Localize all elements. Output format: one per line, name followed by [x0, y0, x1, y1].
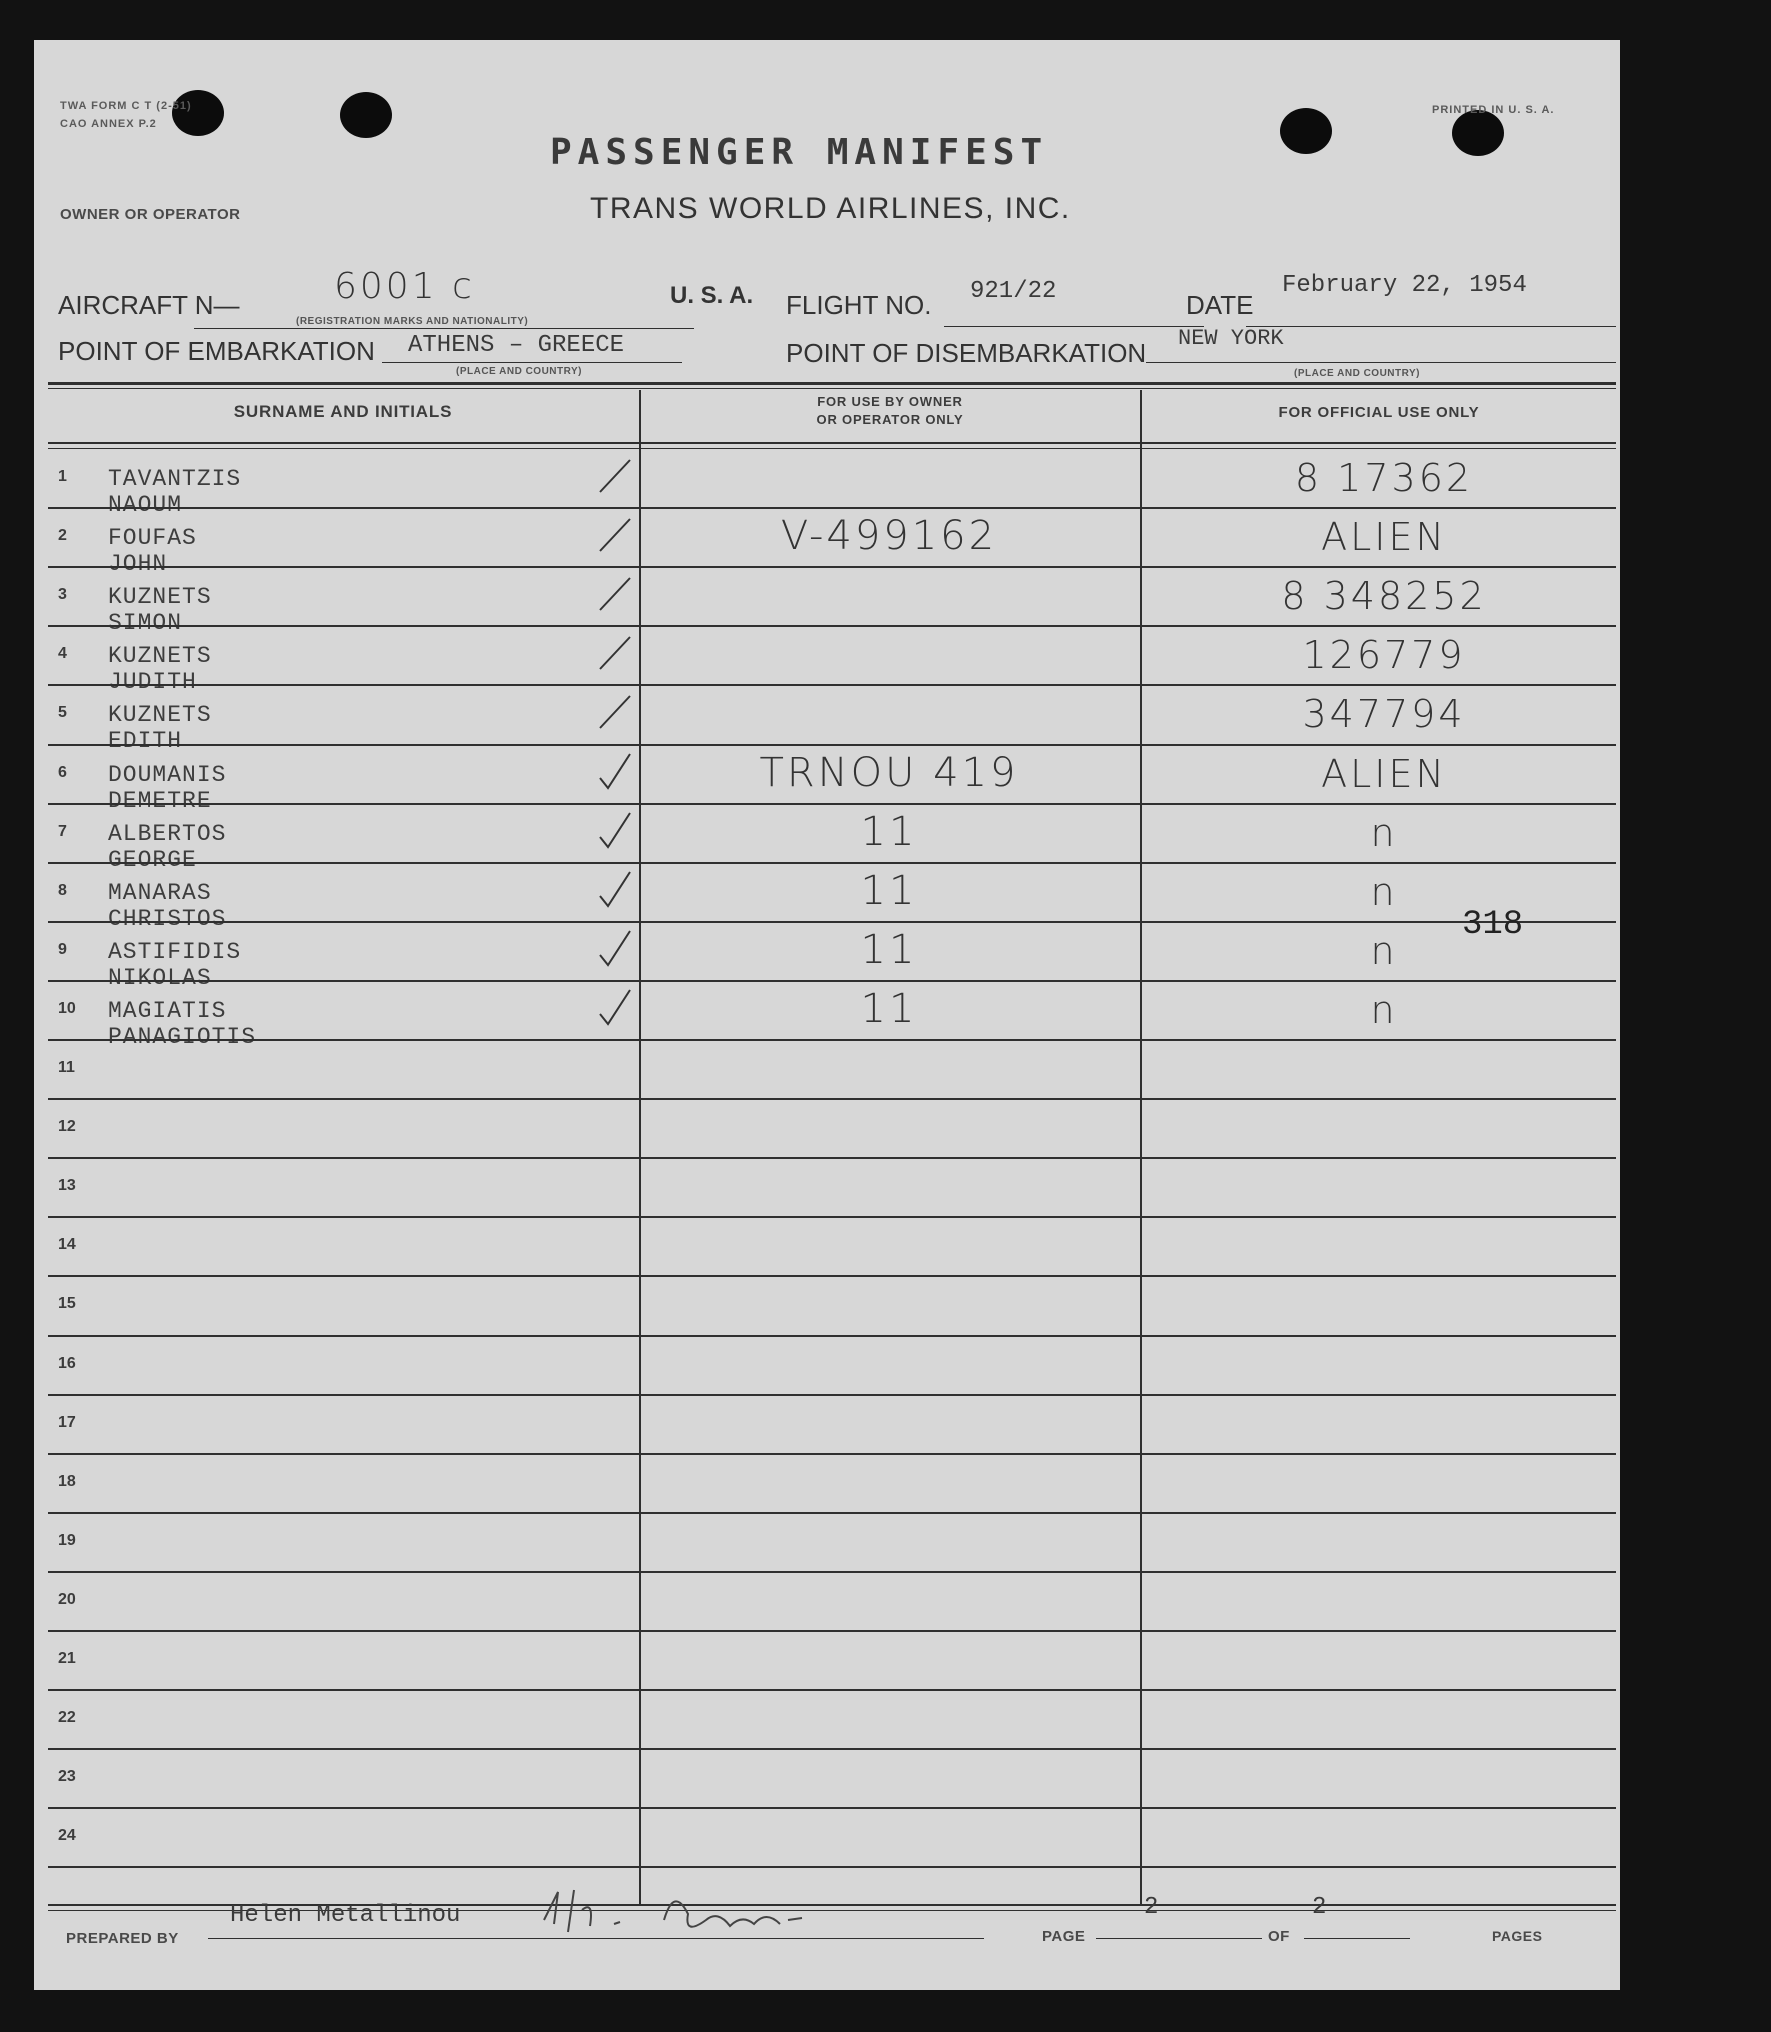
passenger-name: KUZNETS EDITH — [108, 702, 212, 755]
row-number: 12 — [58, 1118, 76, 1136]
aircraft-label: AIRCRAFT N— — [58, 290, 240, 320]
date-value: February 22, 1954 — [1282, 272, 1527, 299]
row-number: 14 — [58, 1236, 76, 1254]
official-entry: n — [1370, 869, 1398, 914]
registration-note: (REGISTRATION MARKS AND NATIONALITY) — [296, 316, 529, 327]
row-number: 10 — [58, 999, 76, 1017]
aircraft-value: 6001 c — [334, 266, 475, 307]
row-number: 1 — [58, 468, 67, 485]
passenger-name: FOUFAS JOHN — [108, 525, 197, 578]
passenger-name: TAVANTZIS NAOUM — [108, 466, 242, 518]
passenger-name: DOUMANIS DEMETRE — [108, 761, 227, 814]
check-mark-icon — [596, 574, 636, 614]
col-header-official: FOR OFFICIAL USE ONLY — [1278, 404, 1480, 421]
row-number: 17 — [58, 1413, 76, 1431]
operator-entry: TRNOU 419 — [759, 749, 1019, 796]
row-number: 21 — [58, 1650, 76, 1667]
nationality: U. S. A. — [670, 282, 754, 309]
passenger-name: MANARAS CHRISTOS — [108, 879, 227, 932]
row-number: 8 — [58, 881, 67, 899]
row-number: 16 — [58, 1354, 76, 1372]
prepared-by-label: PREPARED BY — [66, 1930, 179, 1947]
cao-annex: CAO ANNEX P.2 — [60, 118, 157, 130]
check-mark-icon — [596, 633, 636, 673]
punch-hole — [340, 92, 392, 138]
official-entry: ALIEN — [1321, 751, 1447, 796]
signature — [534, 1880, 914, 1950]
official-entry: ALIEN — [1321, 515, 1447, 560]
punch-hole — [1452, 110, 1504, 156]
place-country-note-2: (PLACE AND COUNTRY) — [1294, 368, 1420, 379]
owner-operator-label: OWNER OR OPERATOR — [60, 206, 241, 223]
operator-entry: V-499162 — [780, 513, 998, 560]
operator-entry: 11 — [860, 867, 918, 914]
row-number: 7 — [58, 822, 67, 840]
row-number: 2 — [58, 527, 67, 545]
passenger-name: KUZNETS JUDITH — [108, 643, 212, 696]
pages-label: PAGES — [1492, 1928, 1543, 1944]
check-mark-icon — [596, 692, 636, 732]
punch-hole — [172, 90, 224, 136]
operator-entry: 11 — [860, 985, 918, 1032]
row-number: 4 — [58, 645, 67, 663]
passenger-name: ALBERTOS GEORGE — [108, 820, 227, 873]
operator-entry: 11 — [860, 808, 918, 855]
page-label: PAGE — [1042, 1928, 1086, 1945]
flight-no-label: FLIGHT NO. — [786, 290, 932, 320]
row-number: 24 — [58, 1827, 76, 1845]
punch-hole — [1280, 108, 1332, 154]
passenger-name: ASTIFIDIS NIKOLAS — [108, 938, 242, 991]
form-title: PASSENGER MANIFEST — [550, 132, 1049, 173]
row-number: 18 — [58, 1472, 76, 1490]
manifest-page — [34, 40, 1620, 1990]
official-entry: 126779 — [1302, 633, 1466, 678]
date-label: DATE — [1186, 290, 1254, 320]
embarkation-value: ATHENS – GREECE — [408, 332, 625, 359]
check-mark-icon — [596, 811, 636, 851]
official-entry: 8 348252 — [1281, 574, 1487, 619]
operator-entry: 11 — [860, 926, 918, 973]
passenger-name: KUZNETS SIMON — [108, 584, 212, 637]
official-entry: n — [1370, 928, 1398, 973]
row-number: 13 — [58, 1177, 76, 1195]
col-header-surname: SURNAME AND INITIALS — [233, 402, 453, 421]
flight-no-value: 921/22 — [970, 278, 1057, 305]
row-number: 20 — [58, 1590, 76, 1608]
stamp-number: 318 — [1462, 906, 1524, 944]
check-mark-icon — [596, 515, 636, 555]
col-header-operator-1: FOR USE BY OWNER — [817, 394, 963, 409]
prepared-by-value: Helen Metallinou — [230, 1902, 461, 1929]
official-entry: n — [1370, 810, 1398, 855]
row-number: 9 — [58, 940, 67, 958]
check-mark-icon — [596, 752, 636, 792]
check-mark-icon — [596, 988, 636, 1028]
row-number: 22 — [58, 1709, 76, 1727]
place-country-note: (PLACE AND COUNTRY) — [456, 366, 582, 377]
passenger-name: MAGIATIS PANAGIOTIS — [108, 997, 257, 1050]
page-value: 2 — [1144, 1894, 1159, 1921]
disembarkation-value: NEW YORK — [1178, 326, 1284, 351]
row-number: 23 — [58, 1768, 76, 1786]
row-number: 3 — [58, 586, 67, 604]
embarkation-label: POINT OF EMBARKATION — [58, 336, 375, 366]
check-mark-icon — [596, 929, 636, 969]
printed-in: PRINTED IN U. S. A. — [1432, 104, 1555, 116]
col-header-operator-2: OR OPERATOR ONLY — [816, 412, 964, 427]
disembarkation-label: POINT OF DISEMBARKATION — [786, 338, 1147, 368]
row-number: 11 — [58, 1059, 75, 1076]
row-number: 6 — [58, 763, 67, 781]
row-number: 15 — [58, 1295, 76, 1313]
row-number: 19 — [58, 1531, 76, 1549]
form-code: TWA FORM C T (2-51) — [60, 100, 192, 112]
of-label: OF — [1268, 1928, 1290, 1945]
official-entry: n — [1370, 987, 1398, 1032]
official-entry: 8 17362 — [1294, 456, 1474, 500]
airline-name: TRANS WORLD AIRLINES, INC. — [590, 192, 1071, 225]
official-entry: 347794 — [1302, 692, 1466, 737]
check-mark-icon — [596, 456, 636, 496]
of-value: 2 — [1312, 1894, 1327, 1921]
row-number: 5 — [58, 704, 67, 722]
check-mark-icon — [596, 870, 636, 910]
